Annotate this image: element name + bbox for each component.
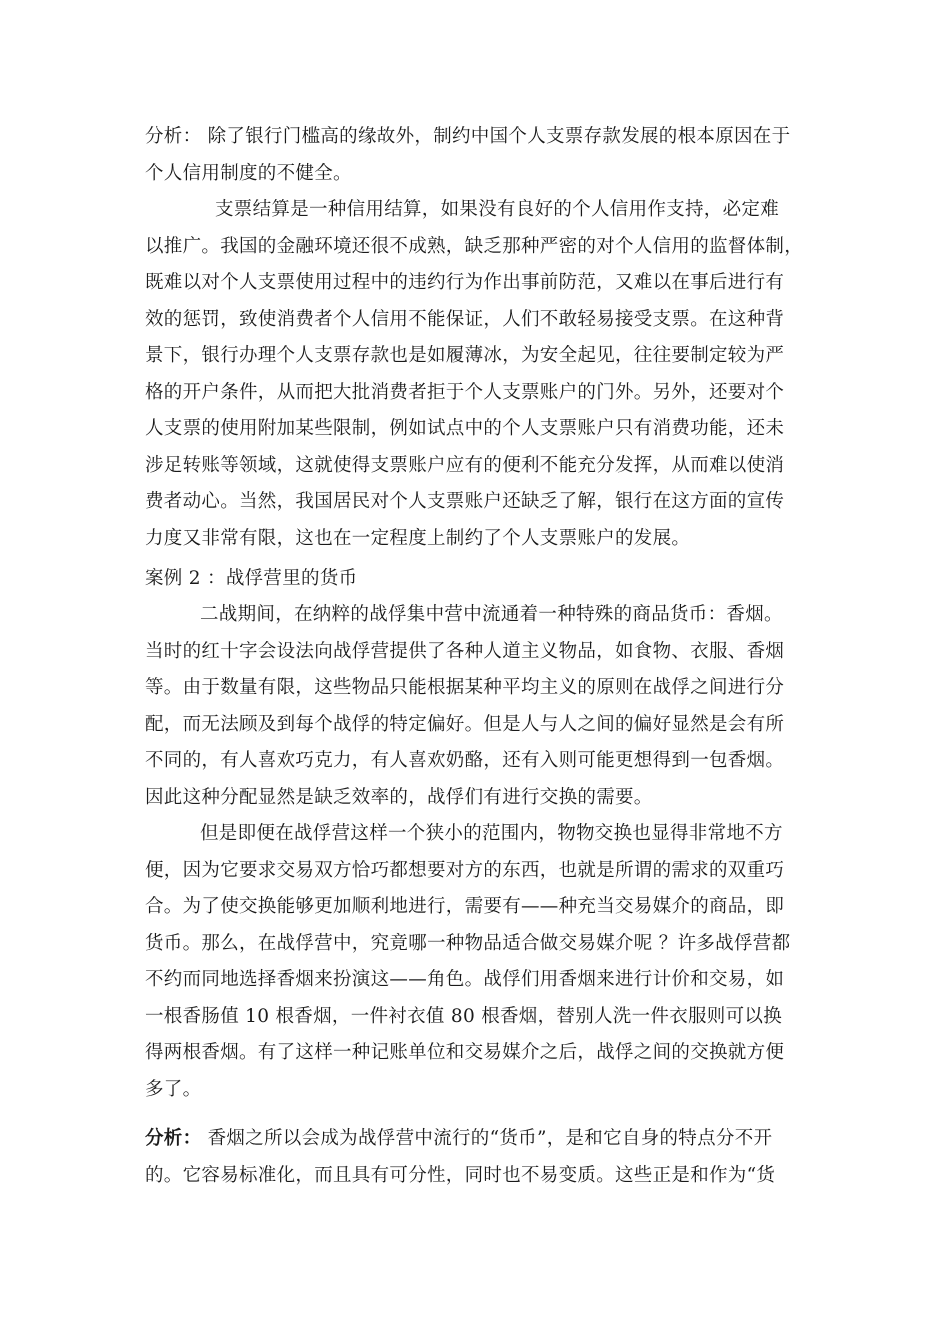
- body-line: 以推广。我国的金融环境还很不成熟，缺乏那种严密的对个人信用的监督体制，: [145, 236, 804, 257]
- body-line: 既难以对个人支票使用过程中的违约行为作出事前防范，又难以在事后进行有: [145, 272, 785, 293]
- case-line: 等。由于数量有限，这些物品只能根据某种平均主义的原则在战俘之间进行分: [145, 677, 785, 698]
- body-line: 支票结算是一种信用结算，如果没有良好的个人信用作支持，必定难: [215, 199, 780, 220]
- analysis-line: 的。它容易标准化，而且具有可分性，同时也不易变质。这些正是和作为“货: [145, 1165, 776, 1186]
- case-title: 案例 2 ：战俘营里的货币: [145, 568, 358, 589]
- analysis-line: 除了银行门槛高的缘故外，制约中国个人支票存款发展的根本原因在于: [201, 126, 791, 147]
- case-line: 但是即便在战俘营这样一个狭小的范围内，物物交换也显得非常地不方: [200, 823, 783, 844]
- case-line: 当时的红十字会设法向战俘营提供了各种人道主义物品，如食物、衣服、香烟: [145, 641, 785, 662]
- case-line: 多了。: [145, 1079, 202, 1100]
- analysis-line: 个人信用制度的不健全。: [145, 163, 352, 184]
- case-line: 便，因为它要求交易双方恰巧都想要对方的东西，也就是所谓的需求的双重巧: [145, 860, 785, 881]
- case-line: 不同的，有人喜欢巧克力，有人喜欢奶酪，还有入则可能更想得到一包香烟。: [145, 750, 785, 771]
- analysis-label: 分析：: [145, 1128, 202, 1149]
- body-line: 力度又非常有限，这也在一定程度上制约了个人支票账户的发展。: [145, 528, 691, 549]
- body-line: 景下，银行办理个人支票存款也是如履薄冰，为安全起见，往往要制定较为严: [145, 345, 785, 366]
- body-line: 涉足转账等领域，这就使得支票账户应有的便利不能充分发挥，从而难以使消: [145, 455, 785, 476]
- case-line: 一根香肠值 10 根香烟，一件衬衣值 80 根香烟，替别人洗一件衣服则可以换: [145, 1006, 783, 1027]
- case-line: 不约而同地选择香烟来扮演这——角色。战俘们用香烟来进行计价和交易，如: [145, 969, 785, 990]
- analysis-label: 分析：: [145, 126, 202, 147]
- analysis-paragraph: [145, 1127, 772, 1151]
- body-line: 效的惩罚，致使消费者个人信用不能保证，人们不敢轻易接受支票。在这种背: [145, 309, 785, 330]
- body-line: 人支票的使用附加某些限制，例如试点中的个人支票账户只有消费功能，还未: [145, 418, 785, 439]
- analysis-line: 香烟之所以会成为战俘营中流行的“货币”，是和它自身的特点分不开: [201, 1128, 773, 1149]
- case-line: 货币。那么，在战俘营中，究竟哪一种物品适合做交易媒介呢 ？许多战俘营都: [145, 933, 791, 954]
- body-line: 格的开户条件，从而把大批消费者拒于个人支票账户的门外。另外，还要对个: [145, 382, 785, 403]
- case-line: 配，而无法顾及到每个战俘的特定偏好。但是人与人之间的偏好显然是会有所: [145, 714, 785, 735]
- case-line: 因此这种分配显然是缺乏效率的，战俘们有进行交换的需要。: [145, 787, 653, 808]
- case-line: 合。为了使交换能够更加顺利地进行，需要有——种充当交易媒介的商品，即: [145, 896, 785, 917]
- body-line: 费者动心。当然，我国居民对个人支票账户还缺乏了解，银行在这方面的宣传: [145, 491, 785, 512]
- case-line: 二战期间，在纳粹的战俘集中营中流通着一种特殊的商品货币：香烟。: [200, 604, 783, 625]
- analysis-paragraph: [145, 125, 790, 149]
- case-line: 得两根香烟。有了这样一种记账单位和交易媒介之后，战俘之间的交换就方便: [145, 1042, 785, 1063]
